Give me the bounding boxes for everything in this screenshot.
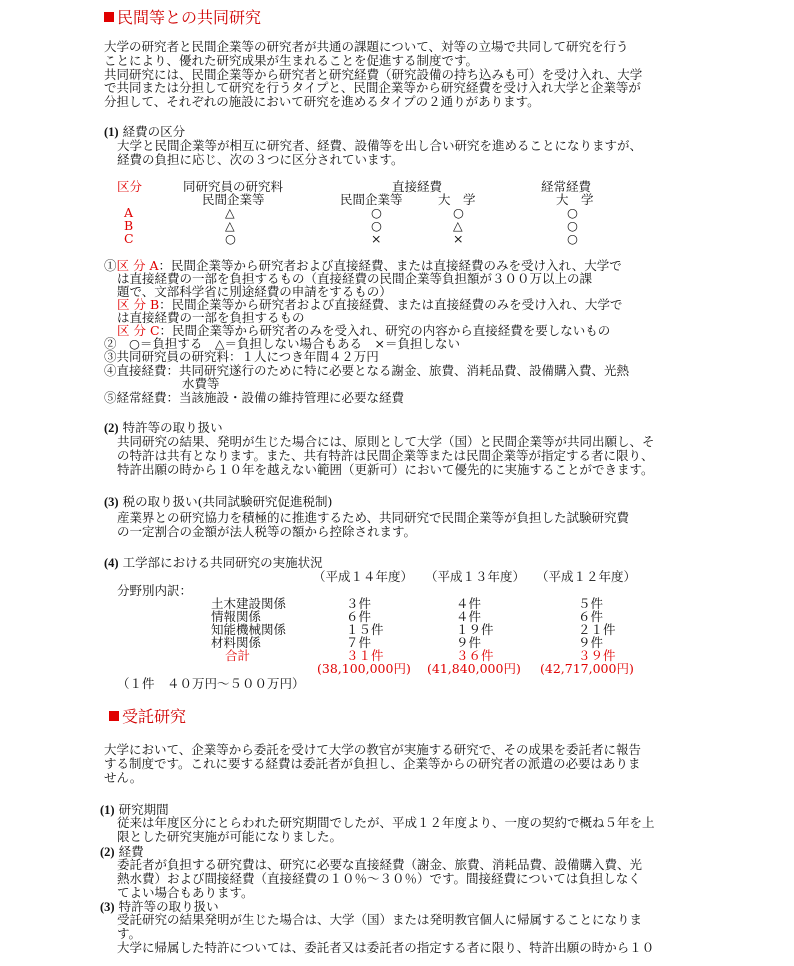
field-value: ６件 [578,609,604,624]
note-legend: ② ○＝負担する △＝負担しない場合もある ×＝負担しない [104,336,460,351]
table-header-direct: 直接経費 [392,179,443,194]
note-a-cont: 題で、文部科学省に別途経費の申請をするもの） [117,284,392,299]
total-value: ３６件 [456,648,494,663]
table-cell: ○ [567,218,578,233]
table-cell: ○ [225,231,236,246]
field-value: ４件 [456,596,482,611]
table-header-ordinary: 経常経費 [541,179,592,194]
note-direct-cost: ④直接経費：共同研究遂行のために特に必要となる謝金、旅費、消耗品費、設備購入費、光熱 [104,363,630,378]
table-header-kubun: 区分 [117,179,143,194]
joint-research-intro: 大学の研究者と民間企業等の研究者が共通の課題について、対等の立場で共同して研究を行う ことにより、優れた研究成果が生まれることを促進する制度です。 共同研究には、民間企業等から研究者と研究経費（研究設備の持ち込みも可）を受け入れ、大学 で共同または分担して研究を行うタイプと、民間企業等から研究経費を受け入れ大学と企業等が 分担して、それぞれの施設において研究を進めるタイプの２通りがあります。 [104,39,643,110]
note-a-cont: は直接経費の一部を負担するもの（直接経費の民間企業等負担額が３００万以上の課 [117,271,593,286]
table-cell: ○ [453,205,464,220]
note-b: 区 分 B：民間企業等から研究者および直接経費、または直接経費のみを受け入れ、大学で [117,297,623,312]
field-name: 土木建設関係 [211,596,287,611]
research-period-text: 従来は年度区分にとらわれた研究期間でしたが、平成１２年度より、一度の契約で概ね５年を上 限とした研究実施が可能になりました。 [117,815,655,844]
table-cell: △ [225,205,235,220]
amount-range-note: （１件 ４０万円～５００万円） [117,676,305,691]
field-name: 情報関係 [211,609,262,624]
patent-text: 共同研究の結果、発明が生じた場合には、原則として大学（国）と民間企業等が共同出願し、そ の特許は共有となります。また、共有特許は民間企業等または民間企業等が指定する者に限り、 特許出願の時から１０年を越えない範囲（更新可）において優先的に実施することができます。 [117,434,655,477]
heading-tax: (3) 税の取り扱い(共同試験研究促進税制) [104,494,333,509]
tax-text: 産業界との研究協力を積極的に推進するため、共同研究で民間企業等が負担した試験研究費 の一定割合の金額が法人税等の額から控除されます。 [117,510,630,539]
year-header: （平成１３年度） [425,569,526,584]
field-value: ７件 [346,635,372,650]
note-researcher-fee: ③共同研究員の研究料：１人につき年間４２万円 [104,349,379,364]
table-subheader-direct-company: 民間企業等 [340,192,403,207]
total-value: ３９件 [578,648,616,663]
red-square-icon [109,711,119,721]
table-row-key: B [124,218,134,233]
heading-cost-classification: (1) 経費の区分 [104,124,186,139]
note-direct-cost-cont: 水費等 [182,376,220,391]
heading-expenses: (2) 経費 [100,844,144,859]
table-cell: △ [225,218,235,233]
expenses-text: 委託者が負担する研究費は、研究に必要な直接経費（謝金、旅費、消耗品費、設備購入費、光 熱水費）および間接経費（直接経費の１０％～３０％）です。間接経費については負担しなく てよい場合もあります。 [117,857,643,900]
note-ordinary-cost: ⑤経常経費：当該施設・設備の維持管理に必要な経費 [104,390,405,405]
section-title-joint-research: 民間等との共同研究 [104,11,261,25]
table-subheader-ordinary: 大 学 [556,192,594,207]
commissioned-patent-text: 受託研究の結果発明が生じた場合は、大学（国）または発明教官個人に帰属することになりま す。 大学に帰属した特許については、委託者又は委託者の指定する者に限り、特許出願の時から１０ [117,912,655,955]
table-cell: ○ [567,231,578,246]
field-value: ２１件 [578,622,616,637]
field-value: ９件 [578,635,604,650]
field-value: ６件 [346,609,372,624]
heading-research-period: (1) 研究期間 [100,802,169,817]
table-cell: ○ [567,205,578,220]
field-value: ４件 [456,609,482,624]
field-value: ９件 [456,635,482,650]
total-amount: (42,717,000円) [540,661,634,676]
table-cell: × [453,231,464,246]
section-title-commissioned-research: 受託研究 [109,710,186,724]
year-header: （平成１２年度） [536,569,637,584]
field-name: 材料関係 [211,635,262,650]
table-cell: △ [453,218,463,233]
total-amount: (41,840,000円) [427,661,521,676]
heading-status: (4) 工学部における共同研究の実施状況 [104,555,323,570]
commissioned-research-intro: 大学において、企業等から委託を受けて大学の教官が実施する研究で、その成果を委託者に報告 する制度です。これに要する経費は委託者が負担し、企業等からの研究者の派遣の必要はありま せん。 [104,742,642,785]
total-label: 合計 [225,648,251,663]
field-name: 知能機械関係 [211,622,287,637]
year-header: （平成１４年度） [313,569,414,584]
table-cell: × [371,231,382,246]
field-value: １５件 [346,622,384,637]
table-row-key: C [124,231,134,246]
note-c: 区 分 C：民間企業等から研究者のみを受入れ、研究の内容から直接経費を要しないもの [117,323,611,338]
heading-commissioned-patent: (3) 特許等の取り扱い [100,899,219,914]
field-value: １９件 [456,622,494,637]
note-a: ①区 分 A：民間企業等から研究者および直接経費、または直接経費のみを受け入れ、大学で [104,258,622,273]
total-value: ３１件 [346,648,384,663]
table-subheader-direct-university: 大 学 [438,192,476,207]
table-cell: ○ [371,205,382,220]
table-row-key: A [124,205,134,220]
field-value: ３件 [346,596,372,611]
field-value: ５件 [578,596,604,611]
total-amount: (38,100,000円) [317,661,411,676]
field-breakdown-label: 分野別内訳： [117,583,193,598]
note-b-cont: は直接経費の一部を負担するもの [117,310,305,325]
table-subheader-researcher-fee: 民間企業等 [202,192,265,207]
red-square-icon [104,12,114,22]
heading-patent: (2) 特許等の取り扱い [104,420,223,435]
table-header-researcher-fee: 同研究員の研究料 [183,179,284,194]
cost-classification-text: 大学と民間企業等が相互に研究者、経費、設備等を出し合い研究を進めることになりますが、 経費の負担に応じ、次の３つに区分されています。 [117,138,643,167]
table-cell: ○ [371,218,382,233]
